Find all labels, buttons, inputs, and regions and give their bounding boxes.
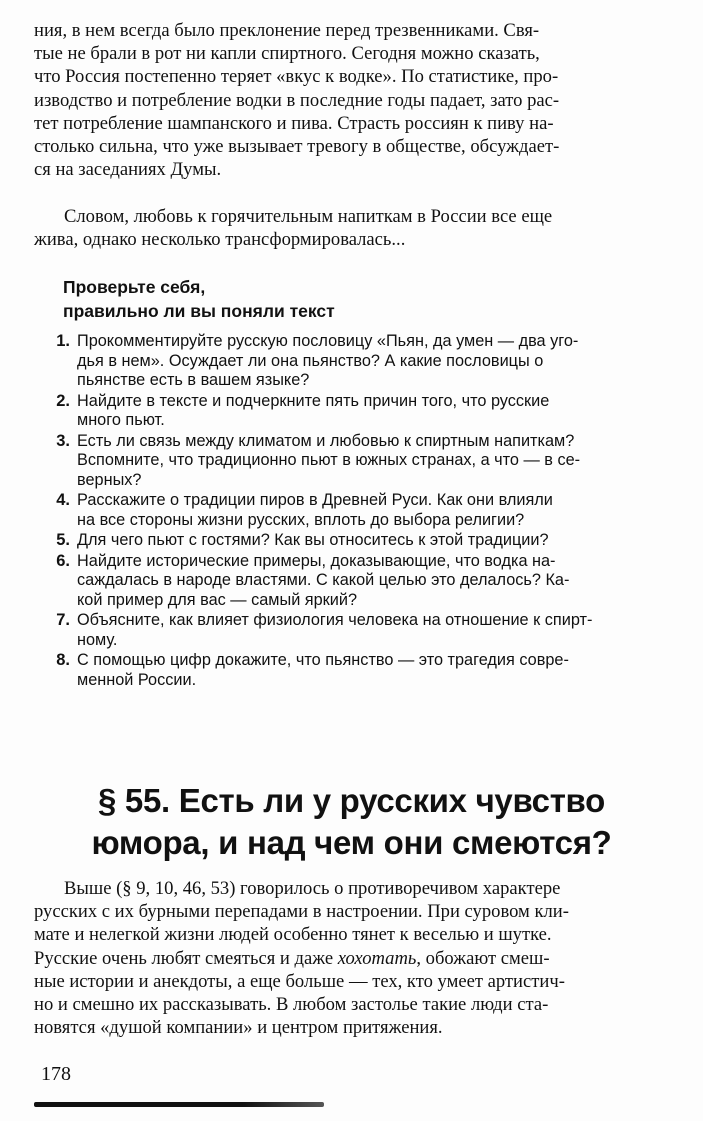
question-text-line: дья в нем». Осуждает ли она пьянство? А какие пословицы о [77,351,544,370]
section-title [0,780,703,864]
question-number: 1. [56,332,70,350]
text-line: ся на заседаниях Думы. [34,159,222,181]
question-number: 4. [56,491,70,509]
question-text-line: Для чего пьют с гостями? Как вы относитесь к этой традиции? [77,531,549,549]
question-item [40,531,680,551]
text-line: русских с их бурными перепадами в настроении. При суровом кли- [34,901,569,923]
text-line: изводство и потребление водки в последние годы падает, зато рас- [34,89,560,111]
text-line: тые не брали в рот ни капли спиртного. Сегодня можно сказать, [34,43,540,65]
text-line: ния, в нем всегда было преклонение перед трезвенниками. Свя- [34,20,540,41]
text-segment: Русские очень любят смеяться и даже [34,947,338,969]
question-number: 2. [56,391,70,410]
text-line: но и смешно их рассказывать. В любом застолье такие люди ста- [34,994,549,1016]
question-text-line: Объясните, как влияет физиология человека на отношение к спирт- [77,611,593,629]
check-yourself-heading [63,275,335,323]
question-number: 8. [56,651,70,669]
question-number: 5. [56,531,70,549]
text-line: что Россия постепенно теряет «вкус к водке». По статистике, про- [34,66,559,88]
emphasis-word: хохотать [337,947,417,969]
question-text-line: много пьют. [77,411,165,429]
paragraph-intro-continuation [34,19,680,181]
question-number: 3. [56,431,70,450]
question-text-line: верных? [77,470,142,489]
question-text-line: Найдите исторические примеры, доказывающие, что водка на- [77,551,556,570]
question-number: 7. [56,611,70,629]
paragraph-section-body [34,877,680,1039]
question-text-line: Найдите в тексте и подчеркните пять причин того, что русские [77,391,550,410]
heading-line: правильно ли вы поняли текст [63,301,335,321]
text-line: Выше (§ 9, 10, 46, 53) говорилось о противоречивом характере [64,878,561,899]
question-text-line: Есть ли связь между климатом и любовью к спиртным напиткам? [77,431,575,450]
question-text-line: кой пример для вас — самый яркий? [77,590,358,609]
text-line: тет потребление шампанского и пива. Страсть россиян к пиву на- [34,112,554,134]
question-text-line: С помощью цифр докажите, что пьянство — это трагедия совре- [77,651,569,669]
heading-line: Проверьте себя, [63,277,206,297]
text-line: столько сильна, что уже вызывает тревогу в обществе, обсуждает- [34,136,560,158]
question-number: 6. [56,551,70,570]
text-line: мате и нелегкой жизни людей особенно тянет к веселью и шутке. [34,924,552,946]
question-item [40,651,680,690]
text-line: ные истории и анекдоты, а еще больше — тех, кто умеет артистич- [34,970,565,992]
question-item [40,611,680,650]
text-line: новятся «душой компании» и центром притяжения. [34,1017,443,1039]
question-text-line: саждалась в народе властями. С какой целью это делалось? Ка- [77,571,570,589]
question-text-line: на все стороны жизни русских, вплоть до выбора религии? [77,510,525,529]
section-title-line: § 55. Есть ли у русских чувство [98,782,605,819]
question-text-line: Вспомните, что традиционно пьют в южных странах, а что — в се- [77,451,581,469]
text-line: жива, однако несколько трансформировалась... [34,229,406,251]
paragraph-conclusion [34,205,680,251]
question-item [40,392,680,431]
text-line: Словом, любовь к горячительным напиткам в России все еще [64,206,553,227]
question-text-line: ному. [77,630,118,649]
question-item [40,332,680,391]
question-text-line: менной России. [77,670,197,689]
question-text-line: Прокомментируйте русскую пословицу «Пьян, да умен — два уго- [77,332,579,350]
text-segment: , обожают смеш- [416,947,550,969]
section-title-line: юмора, и над чем они смеются? [91,824,612,861]
text-line [34,947,680,970]
question-text-line: Расскажите о традиции пиров в Древней Руси. Как они влияли [77,491,553,509]
question-item [40,432,680,491]
question-text-line: пьянстве есть в вашем языке? [77,371,310,389]
question-item [40,552,680,611]
question-item [40,491,680,530]
page-number: 178 [41,1063,71,1085]
footer-rule [34,1102,324,1107]
question-list [40,332,680,691]
